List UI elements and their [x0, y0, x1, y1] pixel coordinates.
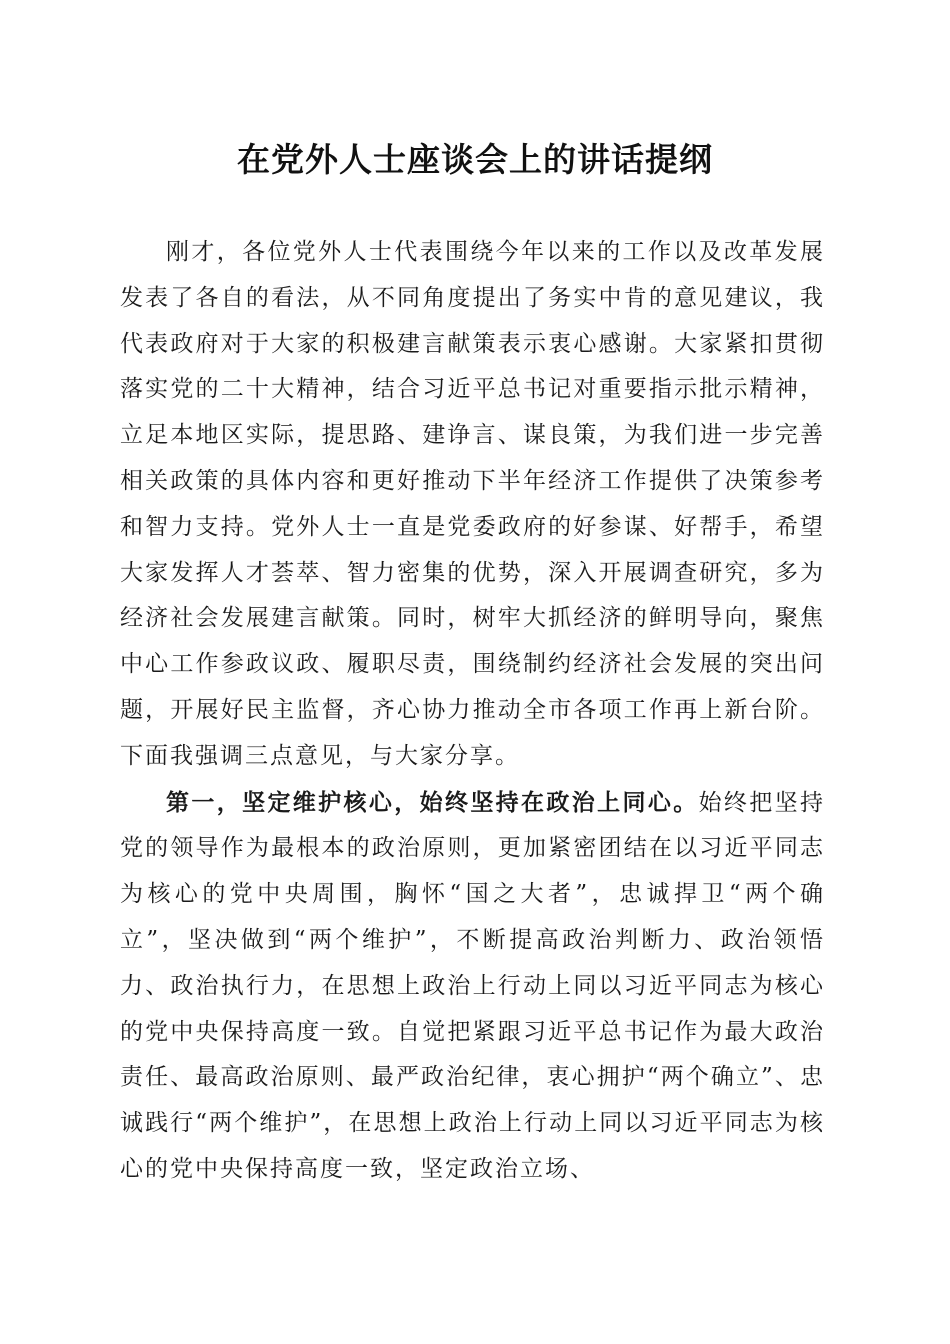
document-body [120, 230, 825, 1193]
paragraph-intro: 刚才，各位党外人士代表围绕今年以来的工作以及改革发展发表了各自的看法，从不同角度提出了务实中肯的意见建议，我代表政府对于大家的积极建言献策表示衷心感谢。大家紧扣贯彻落实党的二十大精神，结合习近平总书记对重要指示批示精神，立足本地区实际，提思路、建诤言、谋良策，为我们进一步完善相关政策的具体内容和更好推动下半年经济工作提供了决策参考和智力支持。党外人士一直是党委政府的好参谋、好帮手，希望大家发挥人才荟萃、智力密集的优势，深入开展调查研究，多为经济社会发展建言献策。同时，树牢大抓经济的鲜明导向，聚焦中心工作参政议政、履职尽责，围绕制约经济社会发展的突出问题，开展好民主监督，齐心协力推动全市各项工作再上新台阶。下面我强调三点意见，与大家分享。 [120, 239, 825, 769]
paragraph-lead: 第一，坚定维护核心，始终坚持在政治上同心。 [166, 788, 699, 816]
paragraph-text: 始终把坚持党的领导作为最根本的政治原则，更加紧密团结在以习近平同志为核心的党中央周围，胸怀“国之大者”，忠诚捍卫“两个确立”，坚决做到“两个维护”，不断提高政治判断力、政治领悟力、政治执行力，在思想上政治上行动上同以习近平同志为核心的党中央保持高度一致。自觉把紧跟习近平总书记作为最大政治责任、最高政治原则、最严政治纪律，衷心拥护“两个确立”、忠诚践行“两个维护”，在思想上政治上行动上同以习近平同志为核心的党中央保持高度一致，坚定政治立场、 [120, 789, 826, 1182]
paragraph-first-point [120, 780, 825, 1193]
document-title: 在党外人士座谈会上的讲话提纲 [237, 140, 713, 179]
